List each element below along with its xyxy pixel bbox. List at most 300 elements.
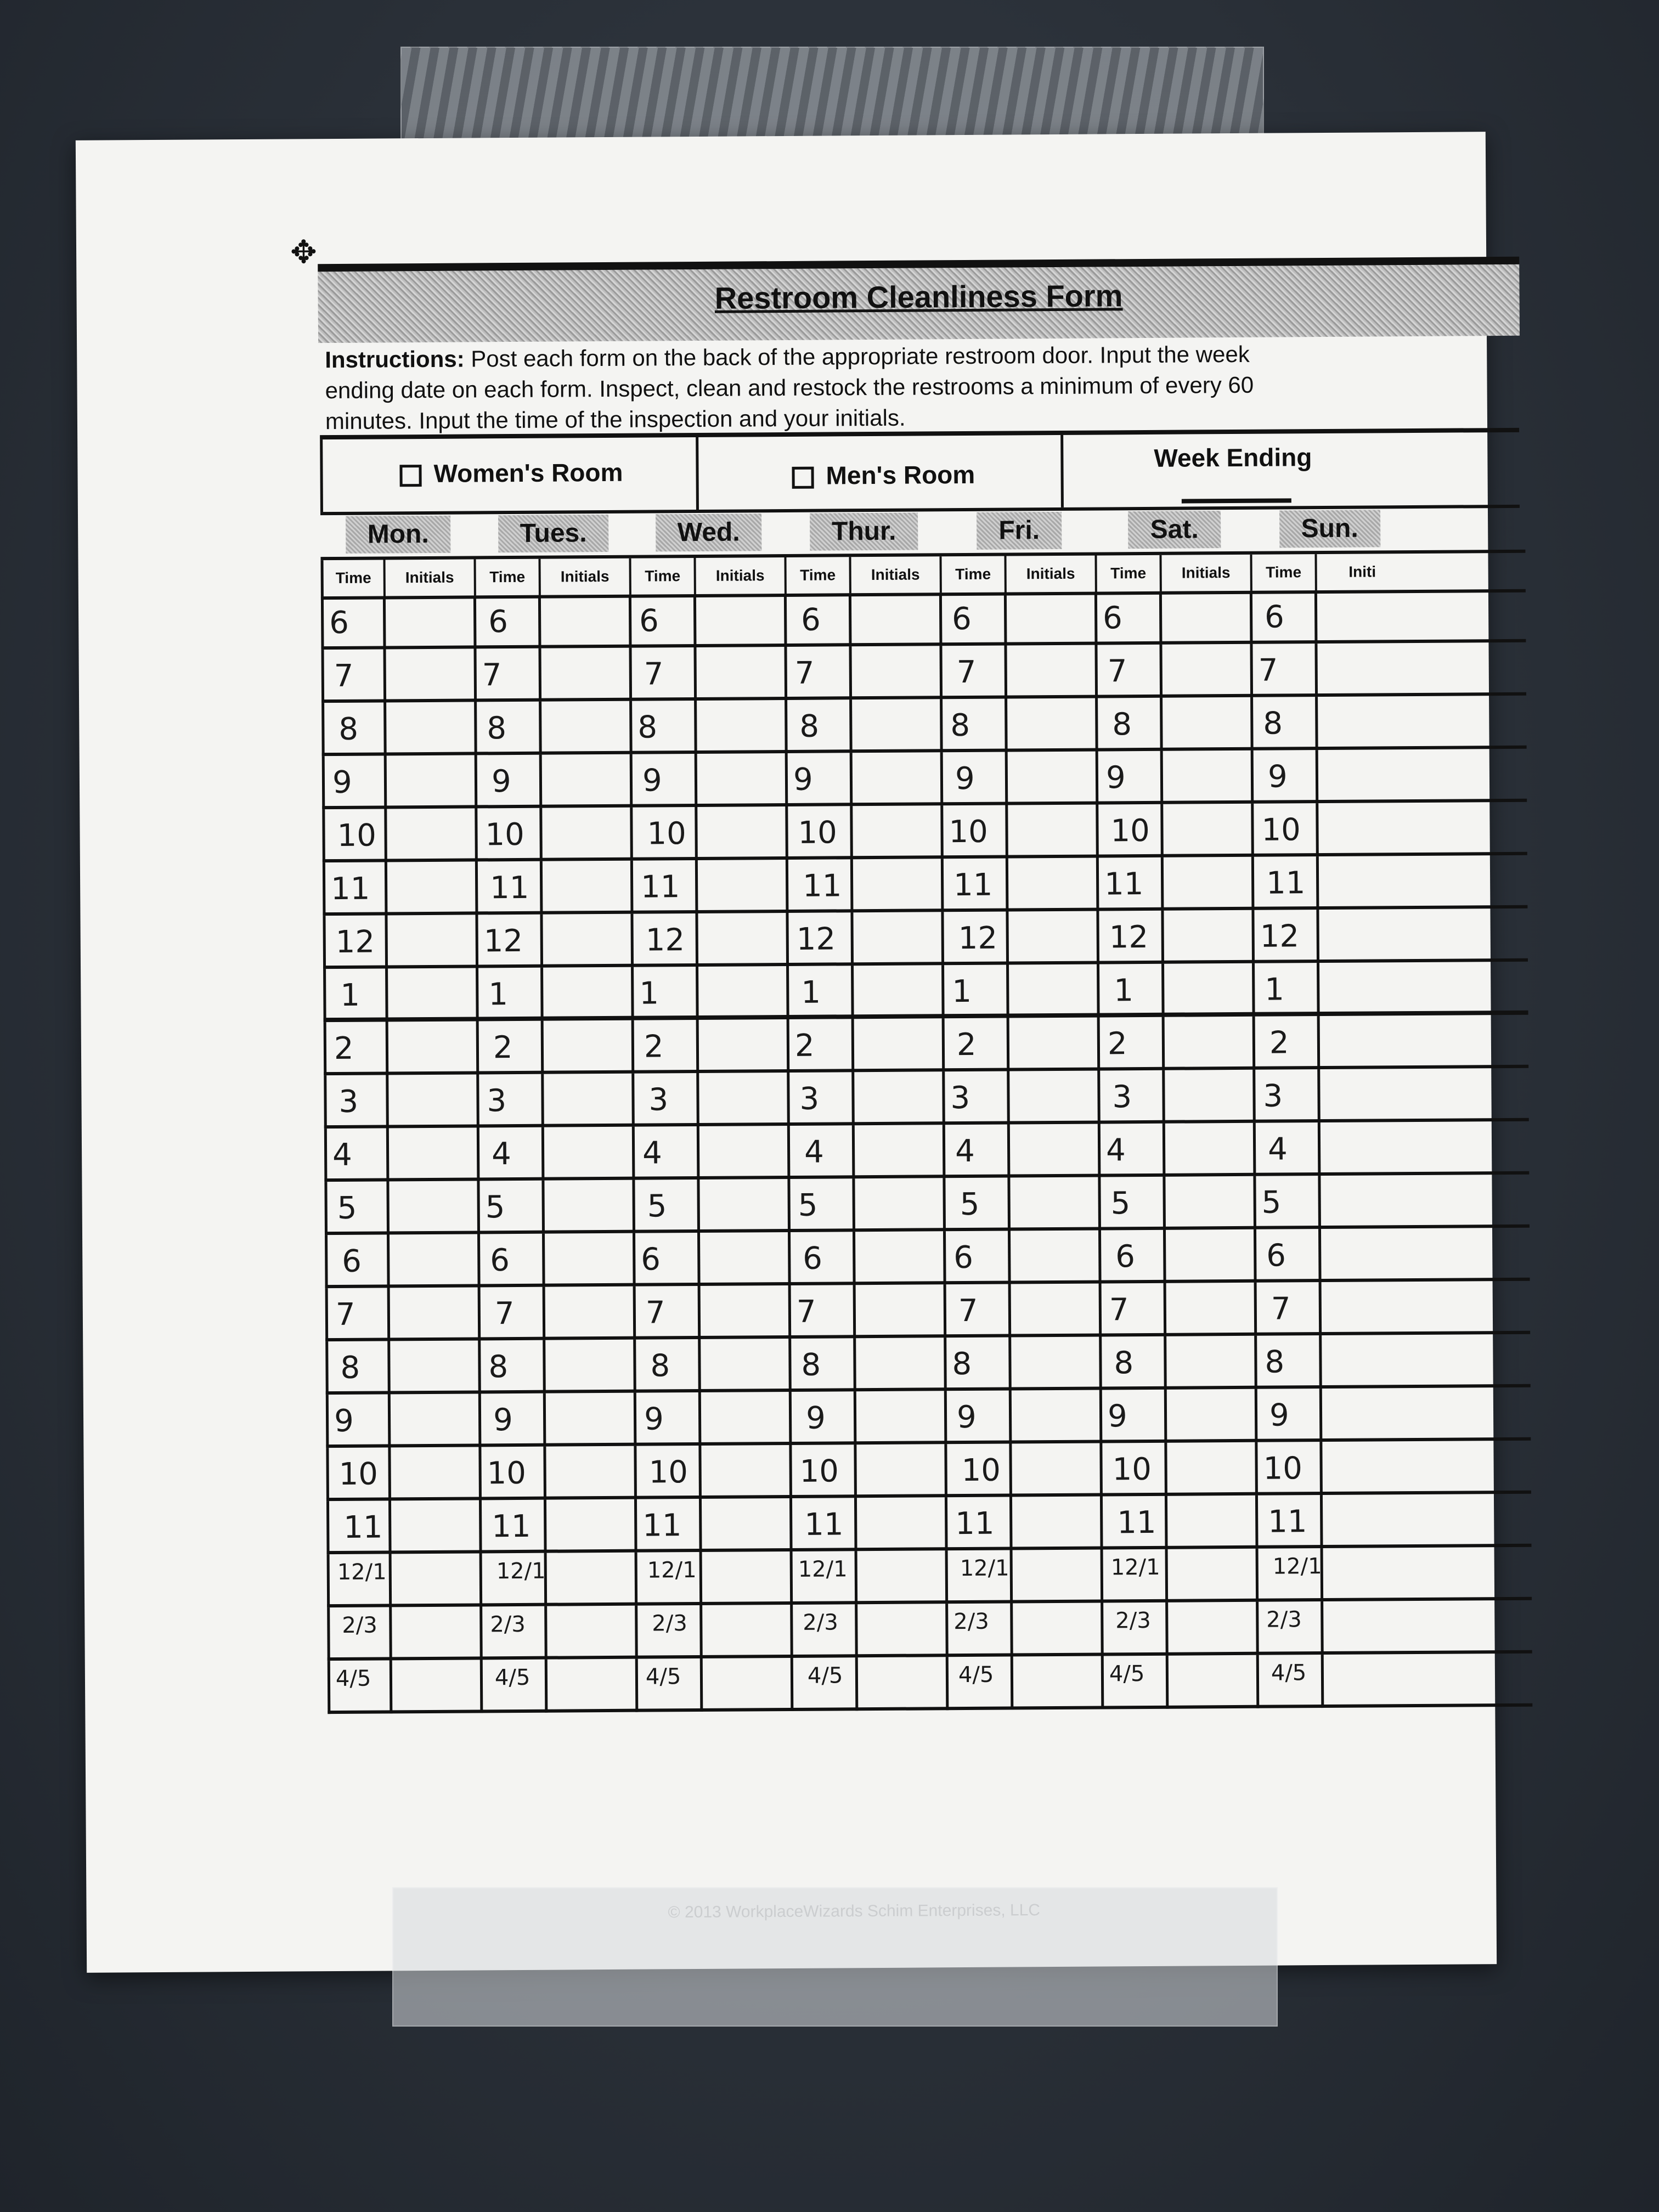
initials-cell-sun[interactable]	[1323, 1494, 1414, 1548]
time-cell-sun[interactable]	[1252, 590, 1318, 644]
time-cell-mon[interactable]	[322, 755, 387, 809]
initials-cell-thu[interactable]	[853, 752, 944, 806]
initials-cell-thu[interactable]	[851, 592, 943, 646]
time-cell-sun[interactable]	[1257, 1389, 1323, 1442]
time-cell-sun[interactable]	[1256, 1176, 1321, 1229]
initials-cell-sun[interactable]	[1321, 1122, 1412, 1176]
initials-cell-mon[interactable]	[392, 1660, 483, 1713]
initials-cell-sun[interactable]	[1319, 909, 1410, 963]
initials-cell-thu[interactable]	[854, 965, 945, 1019]
initials-cell-fri[interactable]	[1009, 1071, 1101, 1125]
time-cell-sat[interactable]	[1098, 804, 1164, 858]
initials-cell-mon[interactable]	[390, 1340, 481, 1394]
time-cell-tue[interactable]	[478, 968, 544, 1022]
initials-cell-fri[interactable]	[1009, 1018, 1101, 1071]
time-cell-fri[interactable]	[943, 805, 1008, 859]
initials-cell-wed[interactable]	[701, 1392, 792, 1446]
time-cell-sat[interactable]	[1103, 1602, 1169, 1656]
time-cell-mon[interactable]	[326, 1447, 391, 1501]
initials-cell-thu[interactable]	[857, 1497, 948, 1551]
initials-cell-fri[interactable]	[1008, 752, 1099, 805]
time-cell-sun[interactable]	[1254, 856, 1319, 910]
time-cell-tue[interactable]	[476, 648, 541, 702]
initials-cell-wed[interactable]	[703, 1658, 794, 1712]
initials-cell-tue[interactable]	[545, 1340, 636, 1393]
time-cell-sat[interactable]	[1104, 1656, 1169, 1709]
initials-cell-thu[interactable]	[855, 1125, 946, 1178]
time-cell-thu[interactable]	[791, 1285, 856, 1339]
time-cell-sat[interactable]	[1097, 645, 1163, 698]
initials-cell-sat[interactable]	[1164, 910, 1255, 964]
time-cell-sun[interactable]	[1257, 1335, 1322, 1389]
initials-cell-mon[interactable]	[392, 1606, 483, 1660]
initials-cell-mon[interactable]	[389, 1181, 480, 1234]
initials-cell-sun[interactable]	[1322, 1335, 1413, 1389]
time-cell-wed[interactable]	[636, 1339, 701, 1393]
time-cell-thu[interactable]	[789, 966, 854, 1019]
time-cell-fri[interactable]	[946, 1284, 1012, 1338]
initials-cell-tue[interactable]	[543, 861, 634, 915]
time-cell-wed[interactable]	[635, 1233, 701, 1286]
time-cell-sun[interactable]	[1257, 1442, 1323, 1496]
time-cell-sat[interactable]	[1098, 751, 1164, 805]
time-cell-sun[interactable]	[1256, 1122, 1321, 1176]
initials-cell-tue[interactable]	[544, 1074, 635, 1127]
initials-cell-tue[interactable]	[541, 595, 632, 648]
initials-cell-wed[interactable]	[702, 1551, 793, 1605]
time-cell-wed[interactable]	[636, 1392, 702, 1446]
time-cell-fri[interactable]	[944, 965, 1009, 1019]
initials-cell-thu[interactable]	[855, 1178, 946, 1232]
time-cell-mon[interactable]	[321, 702, 387, 756]
time-cell-mon[interactable]	[324, 1075, 389, 1128]
week-ending-input-line[interactable]	[1182, 498, 1291, 503]
handwritten-time: 9	[642, 763, 662, 799]
initials-cell-fri[interactable]	[1012, 1496, 1103, 1550]
initials-cell-tue[interactable]	[544, 1180, 635, 1234]
time-cell-tue[interactable]	[482, 1500, 547, 1554]
initials-cell-thu[interactable]	[856, 1391, 947, 1444]
time-cell-sat[interactable]	[1100, 1017, 1165, 1071]
initials-cell-sat[interactable]	[1167, 1496, 1259, 1549]
initials-cell-mon[interactable]	[387, 808, 478, 862]
initials-cell-sun[interactable]	[1322, 1282, 1413, 1335]
initials-cell-sat[interactable]	[1166, 1336, 1257, 1390]
time-cell-tue[interactable]	[482, 1606, 548, 1660]
time-cell-wed[interactable]	[632, 701, 697, 754]
time-cell-tue[interactable]	[480, 1234, 545, 1288]
initials-cell-fri[interactable]	[1007, 645, 1098, 699]
initials-cell-mon[interactable]	[391, 1393, 482, 1447]
initials-cell-sat[interactable]	[1163, 751, 1254, 804]
time-cell-sat[interactable]	[1099, 857, 1164, 911]
time-cell-sun[interactable]	[1254, 803, 1319, 857]
initials-cell-thu[interactable]	[852, 699, 943, 753]
time-cell-thu[interactable]	[789, 1019, 855, 1073]
initials-cell-fri[interactable]	[1011, 1230, 1102, 1284]
time-cell-mon[interactable]	[323, 968, 388, 1022]
initials-cell-mon[interactable]	[386, 702, 477, 755]
time-cell-thu[interactable]	[791, 1232, 856, 1285]
initials-cell-fri[interactable]	[1008, 805, 1099, 859]
initials-cell-sun[interactable]	[1318, 803, 1409, 856]
time-cell-mon[interactable]	[326, 1500, 392, 1554]
time-cell-fri[interactable]	[947, 1444, 1012, 1498]
time-cell-thu[interactable]	[792, 1444, 857, 1498]
womens-room-checkbox[interactable]	[399, 465, 421, 487]
initials-cell-thu[interactable]	[854, 1071, 945, 1125]
time-cell-thu[interactable]	[790, 1125, 855, 1179]
initials-cell-mon[interactable]	[389, 1127, 480, 1181]
initials-cell-sun[interactable]	[1322, 1441, 1413, 1495]
time-cell-tue[interactable]	[477, 755, 543, 809]
initials-cell-thu[interactable]	[854, 1018, 945, 1072]
time-cell-tue[interactable]	[481, 1340, 546, 1394]
initials-cell-tue[interactable]	[546, 1499, 637, 1553]
initials-cell-sat[interactable]	[1162, 591, 1253, 645]
time-cell-tue[interactable]	[481, 1447, 546, 1500]
time-cell-fri[interactable]	[942, 646, 1007, 699]
initials-cell-wed[interactable]	[699, 1019, 790, 1073]
time-cell-tue[interactable]	[483, 1660, 548, 1713]
initials-cell-wed[interactable]	[699, 1073, 790, 1126]
handwritten-time: 12	[796, 921, 836, 957]
time-cell-wed[interactable]	[635, 1180, 700, 1233]
time-cell-fri[interactable]	[949, 1656, 1014, 1710]
initials-cell-sun[interactable]	[1318, 749, 1409, 803]
time-cell-sat[interactable]	[1103, 1496, 1168, 1550]
time-cell-sat[interactable]	[1099, 964, 1165, 1018]
time-cell-sun[interactable]	[1252, 644, 1318, 697]
time-cell-sat[interactable]	[1101, 1177, 1166, 1231]
time-cell-sun[interactable]	[1258, 1495, 1323, 1549]
time-cell-sun[interactable]	[1253, 697, 1318, 751]
time-cell-thu[interactable]	[787, 699, 853, 753]
initials-cell-thu[interactable]	[857, 1550, 949, 1604]
time-cell-sat[interactable]	[1100, 1070, 1165, 1124]
time-cell-thu[interactable]	[787, 646, 852, 700]
time-cell-sun[interactable]	[1255, 1016, 1321, 1070]
time-cell-wed[interactable]	[637, 1499, 702, 1553]
time-cell-sun[interactable]	[1256, 1229, 1322, 1283]
time-cell-wed[interactable]	[633, 807, 698, 861]
initials-cell-tue[interactable]	[541, 701, 633, 755]
time-cell-tue[interactable]	[482, 1553, 548, 1607]
initials-cell-sat[interactable]	[1166, 1283, 1257, 1336]
initials-cell-wed[interactable]	[697, 700, 788, 754]
initials-cell-thu[interactable]	[856, 1338, 947, 1391]
initials-cell-fri[interactable]	[1007, 698, 1098, 752]
initials-cell-thu[interactable]	[856, 1444, 947, 1498]
time-cell-fri[interactable]	[943, 752, 1008, 806]
time-cell-wed[interactable]	[633, 754, 698, 808]
initials-cell-tue[interactable]	[545, 1286, 636, 1340]
initials-cell-wed[interactable]	[696, 647, 787, 701]
time-cell-sat[interactable]	[1102, 1336, 1167, 1390]
initials-cell-thu[interactable]	[855, 1231, 946, 1285]
initials-cell-wed[interactable]	[698, 966, 789, 1020]
time-cell-sat[interactable]	[1102, 1390, 1167, 1443]
initials-cell-sun[interactable]	[1319, 856, 1410, 910]
time-cell-mon[interactable]	[327, 1607, 392, 1661]
time-cell-fri[interactable]	[948, 1550, 1013, 1604]
time-cell-wed[interactable]	[631, 647, 697, 701]
time-cell-sun[interactable]	[1254, 910, 1319, 963]
initials-cell-fri[interactable]	[1013, 1549, 1104, 1603]
initials-cell-thu[interactable]	[851, 646, 943, 699]
mens-room-checkbox[interactable]	[792, 467, 814, 489]
time-cell-fri[interactable]	[947, 1497, 1013, 1550]
initials-cell-wed[interactable]	[698, 913, 789, 967]
initials-cell-mon[interactable]	[387, 755, 478, 809]
initials-cell-tue[interactable]	[546, 1393, 637, 1447]
initials-cell-wed[interactable]	[697, 806, 788, 860]
initials-cell-fri[interactable]	[1008, 911, 1099, 965]
initials-cell-wed[interactable]	[698, 860, 789, 913]
initials-cell-mon[interactable]	[388, 1074, 479, 1128]
time-cell-mon[interactable]	[325, 1234, 390, 1288]
initials-cell-tue[interactable]	[543, 967, 634, 1021]
time-cell-sun[interactable]	[1255, 1069, 1321, 1123]
time-cell-thu[interactable]	[791, 1338, 856, 1392]
initials-cell-tue[interactable]	[544, 1127, 635, 1181]
time-cell-wed[interactable]	[638, 1658, 703, 1712]
initials-cell-sun[interactable]	[1321, 1175, 1412, 1229]
initials-cell-sun[interactable]	[1323, 1601, 1414, 1655]
initials-cell-wed[interactable]	[702, 1498, 793, 1552]
initials-cell-fri[interactable]	[1013, 1602, 1104, 1656]
time-cell-tue[interactable]	[479, 1074, 544, 1128]
time-cell-tue[interactable]	[476, 595, 541, 649]
time-cell-mon[interactable]	[326, 1394, 391, 1448]
time-cell-thu[interactable]	[789, 1072, 855, 1126]
initials-cell-mon[interactable]	[386, 595, 477, 649]
initials-cell-wed[interactable]	[697, 753, 788, 807]
time-cell-tue[interactable]	[479, 1127, 545, 1181]
time-cell-fri[interactable]	[946, 1231, 1011, 1285]
initials-cell-sun[interactable]	[1318, 696, 1409, 750]
initials-cell-sat[interactable]	[1167, 1442, 1258, 1496]
initials-cell-mon[interactable]	[387, 915, 478, 968]
initials-cell-thu[interactable]	[853, 859, 944, 912]
initials-cell-fri[interactable]	[1013, 1656, 1104, 1709]
initials-cell-sat[interactable]	[1164, 857, 1255, 911]
initials-cell-thu[interactable]	[858, 1657, 949, 1711]
time-cell-fri[interactable]	[942, 592, 1007, 646]
time-cell-fri[interactable]	[945, 1018, 1010, 1072]
time-cell-mon[interactable]	[321, 649, 387, 703]
initials-cell-tue[interactable]	[547, 1606, 638, 1660]
time-cell-tue[interactable]	[477, 702, 542, 755]
time-cell-sat[interactable]	[1102, 1283, 1167, 1337]
time-cell-sat[interactable]	[1101, 1124, 1166, 1177]
time-cell-wed[interactable]	[636, 1446, 702, 1499]
initials-cell-sat[interactable]	[1167, 1389, 1258, 1443]
initials-cell-sat[interactable]	[1165, 1123, 1256, 1177]
time-cell-wed[interactable]	[637, 1552, 703, 1606]
time-cell-sun[interactable]	[1255, 963, 1320, 1017]
initials-cell-tue[interactable]	[547, 1553, 638, 1606]
initials-cell-wed[interactable]	[699, 1179, 791, 1233]
initials-cell-thu[interactable]	[856, 1284, 947, 1338]
time-cell-thu[interactable]	[788, 912, 854, 966]
time-cell-mon[interactable]	[324, 1128, 390, 1182]
initials-cell-wed[interactable]	[701, 1445, 792, 1499]
initials-cell-mon[interactable]	[386, 648, 477, 702]
time-cell-mon[interactable]	[325, 1288, 391, 1341]
initials-cell-fri[interactable]	[1008, 858, 1099, 912]
time-cell-sat[interactable]	[1098, 698, 1163, 752]
time-cell-tue[interactable]	[479, 1181, 545, 1234]
time-cell-wed[interactable]	[634, 1073, 699, 1127]
initials-cell-mon[interactable]	[391, 1447, 482, 1500]
time-cell-fri[interactable]	[946, 1338, 1012, 1391]
time-cell-mon[interactable]	[324, 1022, 389, 1075]
time-cell-fri[interactable]	[947, 1391, 1012, 1444]
time-cell-thu[interactable]	[788, 753, 853, 806]
initials-cell-sat[interactable]	[1165, 1176, 1256, 1230]
initials-cell-sun[interactable]	[1324, 1654, 1415, 1708]
time-cell-fri[interactable]	[944, 912, 1009, 966]
initials-cell-sat[interactable]	[1164, 963, 1255, 1017]
initials-cell-sun[interactable]	[1317, 590, 1408, 644]
time-cell-mon[interactable]	[328, 1660, 393, 1714]
initials-cell-tue[interactable]	[545, 1233, 636, 1287]
initials-cell-sun[interactable]	[1319, 962, 1410, 1016]
time-cell-wed[interactable]	[637, 1605, 703, 1659]
time-cell-sun[interactable]	[1259, 1655, 1324, 1708]
time-cell-wed[interactable]	[633, 913, 698, 967]
initials-cell-wed[interactable]	[696, 594, 787, 647]
time-cell-mon[interactable]	[325, 1341, 391, 1395]
initials-cell-sun[interactable]	[1321, 1228, 1412, 1282]
initials-cell-fri[interactable]	[1012, 1443, 1103, 1497]
initials-cell-sat[interactable]	[1165, 1017, 1256, 1070]
time-cell-fri[interactable]	[945, 1178, 1011, 1232]
initials-cell-tue[interactable]	[548, 1659, 639, 1713]
initials-cell-sun[interactable]	[1317, 643, 1408, 697]
initials-cell-wed[interactable]	[701, 1285, 792, 1339]
handwritten-time: 12	[1109, 919, 1149, 956]
time-cell-wed[interactable]	[636, 1286, 701, 1340]
initials-cell-sat[interactable]	[1166, 1229, 1257, 1283]
time-cell-thu[interactable]	[793, 1657, 859, 1711]
initials-cell-tue[interactable]	[541, 648, 632, 702]
time-cell-wed[interactable]	[634, 967, 699, 1020]
initials-cell-fri[interactable]	[1011, 1283, 1102, 1337]
initials-cell-mon[interactable]	[392, 1553, 483, 1607]
initials-cell-thu[interactable]	[853, 912, 944, 966]
initials-cell-sat[interactable]	[1168, 1602, 1259, 1656]
time-cell-sun[interactable]	[1259, 1548, 1324, 1602]
initials-cell-tue[interactable]	[542, 808, 633, 861]
initials-cell-sun[interactable]	[1323, 1548, 1414, 1601]
time-cell-mon[interactable]	[321, 596, 386, 650]
time-cell-fri[interactable]	[945, 1071, 1010, 1125]
initials-cell-mon[interactable]	[388, 1021, 479, 1075]
time-cell-tue[interactable]	[477, 808, 543, 862]
initials-cell-wed[interactable]	[700, 1232, 791, 1286]
initials-cell-sat[interactable]	[1165, 1070, 1256, 1124]
initials-cell-sun[interactable]	[1320, 1015, 1411, 1069]
time-cell-mon[interactable]	[323, 862, 388, 916]
initials-cell-fri[interactable]	[1007, 592, 1098, 646]
initials-cell-sat[interactable]	[1168, 1549, 1259, 1602]
time-cell-tue[interactable]	[481, 1393, 546, 1447]
initials-cell-mon[interactable]	[390, 1287, 481, 1341]
time-cell-wed[interactable]	[635, 1126, 700, 1180]
time-cell-sat[interactable]	[1099, 911, 1164, 964]
time-cell-wed[interactable]	[634, 1020, 699, 1074]
initials-cell-sat[interactable]	[1162, 644, 1253, 698]
time-cell-fri[interactable]	[944, 859, 1009, 912]
time-cell-fri[interactable]	[948, 1603, 1013, 1657]
time-cell-thu[interactable]	[793, 1604, 858, 1658]
initials-cell-sat[interactable]	[1163, 804, 1254, 857]
time-cell-sat[interactable]	[1103, 1549, 1169, 1603]
initials-cell-tue[interactable]	[544, 1020, 635, 1074]
time-cell-sun[interactable]	[1254, 750, 1319, 804]
initials-cell-fri[interactable]	[1011, 1336, 1102, 1390]
time-cell-thu[interactable]	[788, 806, 853, 860]
time-cell-sat[interactable]	[1102, 1443, 1167, 1497]
time-cell-thu[interactable]	[788, 859, 854, 913]
time-cell-tue[interactable]	[479, 1021, 544, 1075]
time-cell-sat[interactable]	[1101, 1230, 1166, 1284]
time-cell-wed[interactable]	[633, 860, 698, 914]
time-cell-mon[interactable]	[324, 1181, 390, 1235]
initials-cell-mon[interactable]	[388, 968, 479, 1022]
initials-cell-mon[interactable]	[390, 1234, 481, 1288]
initials-cell-thu[interactable]	[853, 805, 944, 859]
time-cell-tue[interactable]	[478, 861, 543, 915]
initials-cell-tue[interactable]	[546, 1446, 637, 1500]
time-cell-mon[interactable]	[323, 915, 388, 969]
initials-cell-wed[interactable]	[699, 1126, 791, 1180]
initials-cell-fri[interactable]	[1010, 1124, 1101, 1178]
time-cell-thu[interactable]	[792, 1498, 857, 1551]
initials-cell-sun[interactable]	[1322, 1388, 1413, 1442]
initials-cell-mon[interactable]	[387, 861, 478, 915]
initials-cell-mon[interactable]	[391, 1500, 482, 1554]
time-cell-sun[interactable]	[1257, 1282, 1322, 1336]
initials-cell-fri[interactable]	[1012, 1390, 1103, 1443]
initials-cell-sat[interactable]	[1169, 1655, 1260, 1709]
initials-cell-tue[interactable]	[542, 754, 633, 808]
time-cell-mon[interactable]	[322, 809, 387, 862]
time-cell-tue[interactable]	[481, 1287, 546, 1341]
time-cell-mon[interactable]	[327, 1554, 392, 1607]
initials-cell-wed[interactable]	[701, 1339, 792, 1392]
initials-cell-tue[interactable]	[543, 914, 634, 968]
time-cell-wed[interactable]	[631, 594, 697, 648]
initials-cell-thu[interactable]	[857, 1604, 949, 1657]
initials-cell-fri[interactable]	[1010, 1177, 1101, 1231]
initials-cell-wed[interactable]	[702, 1605, 793, 1658]
initials-cell-fri[interactable]	[1009, 964, 1100, 1018]
time-cell-fri[interactable]	[943, 699, 1008, 753]
initials-cell-sat[interactable]	[1163, 697, 1254, 751]
time-cell-thu[interactable]	[790, 1178, 855, 1232]
time-cell-sat[interactable]	[1097, 591, 1163, 645]
time-cell-thu[interactable]	[787, 593, 852, 647]
initials-cell-sun[interactable]	[1320, 1069, 1411, 1122]
time-cell-tue[interactable]	[478, 915, 543, 968]
time-cell-fri[interactable]	[945, 1125, 1011, 1178]
time-cell-sun[interactable]	[1259, 1601, 1324, 1655]
time-cell-thu[interactable]	[793, 1551, 858, 1605]
time-cell-thu[interactable]	[792, 1391, 857, 1445]
